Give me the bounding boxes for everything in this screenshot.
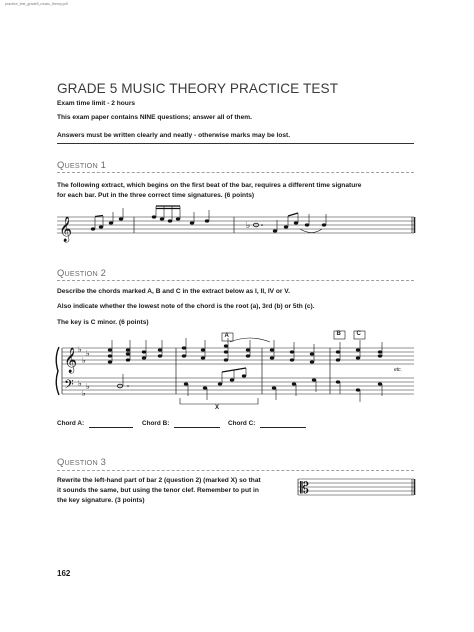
q3-text-line1: Rewrite the left-hand part of bar 2 (question 2) (marked X) so that	[57, 477, 261, 484]
chord-marker-a: A	[224, 333, 229, 339]
page-title: GRADE 5 MUSIC THEORY PRACTICE TEST	[57, 81, 339, 96]
page-number: 162	[57, 569, 71, 578]
bar-marker-x: X	[215, 405, 220, 411]
header-tiny-text: practice_test_grade5_music_theory.pdf	[5, 2, 68, 6]
svg-text:♭: ♭	[78, 379, 82, 388]
nine-questions-note: This exam paper contains NINE questions; answer all of them.	[57, 114, 252, 121]
q2-text-1: Describe the chords marked A, B and C in the extract below as I, II, IV or V.	[57, 288, 290, 295]
q2-treble-clef: 𝄞	[64, 348, 78, 373]
exam-time-limit: Exam time limit - 2 hours	[57, 100, 136, 107]
q1-treble-clef: 𝄞	[59, 217, 73, 242]
svg-text:♭: ♭	[78, 345, 82, 354]
q3-heading-rest: UESTION	[64, 458, 98, 467]
q2-heading-number: 2	[100, 267, 107, 278]
q3-text-line2: it sounds the same, but using the tenor clef. Remember to put in	[57, 487, 259, 494]
q2-text-3: The key is C minor. (6 points)	[57, 319, 149, 326]
q1-heading-number: 1	[100, 159, 107, 170]
q2-heading-rest: UESTION	[64, 269, 98, 278]
q3-text-line3: the key signature. (3 points)	[57, 497, 145, 504]
q2-bass-clef: 𝄢	[64, 377, 74, 395]
chord-c-label: Chord C:	[228, 420, 256, 427]
q1-text-line1: The following extract, which begins on the first beat of the bar, requires a different time signature	[57, 182, 362, 189]
svg-text:♭: ♭	[86, 382, 90, 391]
neatness-note: Answers must be written clearly and neatly - otherwise marks may be lost.	[57, 132, 291, 139]
q1-heading-rest: UESTION	[64, 161, 98, 170]
chord-a-label: Chord A:	[57, 420, 85, 427]
q3-tenor-clef: 𝄡	[300, 478, 309, 497]
chord-marker-c: C	[356, 331, 361, 337]
q1-heading-initial: Q	[57, 159, 65, 170]
chord-marker-b: B	[336, 331, 341, 337]
svg-text:♭: ♭	[246, 221, 251, 231]
q2-heading-initial: Q	[57, 267, 65, 278]
chord-b-label: Chord B:	[142, 420, 170, 427]
svg-text:♭: ♭	[86, 349, 90, 358]
svg-text:♭: ♭	[82, 389, 86, 398]
svg-text:♭: ♭	[82, 356, 86, 365]
q3-heading-number: 3	[100, 456, 107, 467]
q2-text-2: Also indicate whether the lowest note of the chord is the root (a), 3rd (b) or 5th (c).	[57, 303, 315, 310]
etc-marking: etc.	[394, 367, 403, 373]
q3-heading-initial: Q	[57, 456, 65, 467]
q1-text-line2: for each bar. Put in the three correct time signatures. (6 points)	[57, 192, 255, 199]
